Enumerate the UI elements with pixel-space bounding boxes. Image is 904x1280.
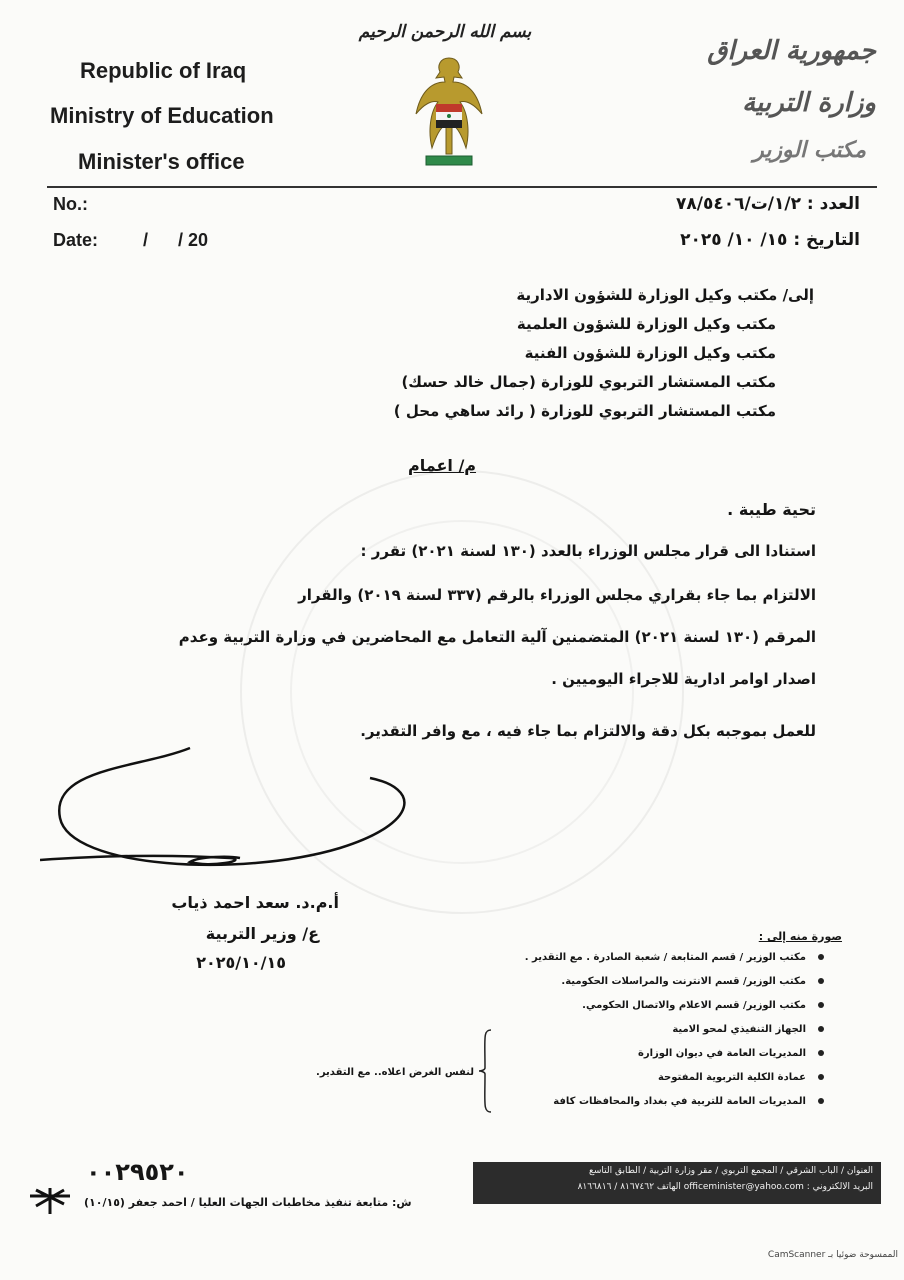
bullet-icon (818, 1002, 824, 1008)
recipient-3: مكتب وكيل الوزارة للشؤون الفنية (524, 344, 776, 362)
bullet-icon (818, 978, 824, 984)
handwritten-signature (40, 728, 460, 878)
bullet-icon (818, 954, 824, 960)
number-label: No.: (53, 194, 88, 214)
serial-number: ٠٠٢٩٥٢٠ (86, 1158, 189, 1186)
date-value: / / 20 (143, 230, 209, 250)
header-rule (47, 186, 877, 188)
camscanner-caption: الممسوحة ضوئيا بـ CamScanner (767, 1250, 898, 1260)
copy-item-7: المديريات العامة للتربية في بغداد والمحافظات كافة (404, 1096, 824, 1120)
header-ar-line-2: وزارة التربية (742, 88, 876, 118)
bullet-icon (818, 1026, 824, 1032)
copies-heading: صورة منه إلى : (758, 930, 842, 943)
body-line-3: المرقم (١٣٠ لسنة ٢٠٢١) المتضمنين آلية التعامل مع المحاضرين في وزارة التربية وعدم (178, 628, 816, 646)
bullet-icon (818, 1074, 824, 1080)
copy-item-1: مكتب الوزير / قسم المتابعة / شعبة الصادرة . مع التقدير . (404, 952, 824, 976)
body-line-5: للعمل بموجبه بكل دقة والالتزام بما جاء فيه ، مع وافر التقدير. (360, 722, 816, 740)
copy-item-3: مكتب الوزير/ قسم الاعلام والاتصال الحكومي. (404, 1000, 824, 1024)
group-brace-icon (477, 1028, 493, 1114)
basmala: بسم الله الرحمن الرحيم (358, 22, 532, 42)
footer-contact: البريد الالكتروني : officeminister@yahoo.com الهاتف ٨١٦٧٤٦٢ / ٨١٦٦٨١٦ (577, 1182, 873, 1192)
signatory-title: ع/ وزير التربية (205, 924, 319, 943)
body-line-4: اصدار اوامر ادارية للاجراء اليوميين . (551, 670, 816, 688)
body-greeting: تحية طيبة . (727, 500, 816, 519)
copy-item-5: المديريات العامة في ديوان الوزارة (404, 1048, 824, 1072)
recipient-1: إلى/ مكتب وكيل الوزارة للشؤون الادارية (516, 286, 814, 304)
subject: م/ اعمام (408, 456, 477, 475)
copies-group-note: لنفس الغرض اعلاه.. مع التقدير. (316, 1067, 474, 1078)
header-en-line-3: Minister's office (78, 149, 245, 174)
address-bar (473, 1162, 881, 1204)
initials-mark-icon (28, 1186, 72, 1216)
iraq-eagle-emblem-icon (410, 52, 488, 174)
header-ar-line-3: مكتب الوزير (753, 138, 866, 163)
header-ar-line-1: جمهورية العراق (707, 36, 876, 66)
copies-list (404, 952, 824, 1120)
signature-date: ٢٠٢٥/١٠/١٥ (196, 953, 286, 972)
copy-item-4: الجهاز التنفيذي لمحو الامية (404, 1024, 824, 1048)
date-label: Date: (53, 230, 99, 250)
arabic-date: التاريخ : ١٥/ ١٠/ ٢٠٢٥ (680, 230, 860, 250)
header-en-line-1: Republic of Iraq (80, 58, 247, 83)
bullet-icon (818, 1050, 824, 1056)
body-line-2: الالتزام بما جاء بقراري مجلس الوزراء بالرقم (٣٣٧ لسنة ٢٠١٩) والقرار (298, 586, 816, 604)
recipient-5: مكتب المستشار التربوي للوزارة ( رائد ساهي محل ) (393, 402, 776, 420)
copy-item-2: مكتب الوزير/ قسم الانترنت والمراسلات الحكومية. (404, 976, 824, 1000)
header-en-line-2: Ministry of Education (50, 103, 274, 128)
followup-note: ش: متابعة تنفيذ مخاطبات الجهات العليا / احمد جعفر (١٠/١٥) (84, 1196, 412, 1209)
recipient-2: مكتب وكيل الوزارة للشؤون العلمية (516, 315, 776, 333)
body-line-1: استنادا الى قرار مجلس الوزراء بالعدد (١٣٠ لسنة ٢٠٢١) تقرر : (360, 542, 816, 560)
bullet-icon (818, 1098, 824, 1104)
signatory-name: أ.م.د. سعد احمد ذياب (171, 893, 339, 912)
footer-address: العنوان / الباب الشرقي / المجمع التربوي / مقر وزارة التربية / الطابق التاسع (589, 1166, 873, 1176)
copy-item-6: عمادة الكلية التربوية المفتوحة (404, 1072, 824, 1096)
recipient-4: مكتب المستشار التربوي للوزارة (جمال خالد حسك) (401, 373, 776, 391)
arabic-number: العدد : ١/٢/ت/٧٨/٥٤٠٦ (676, 194, 860, 214)
